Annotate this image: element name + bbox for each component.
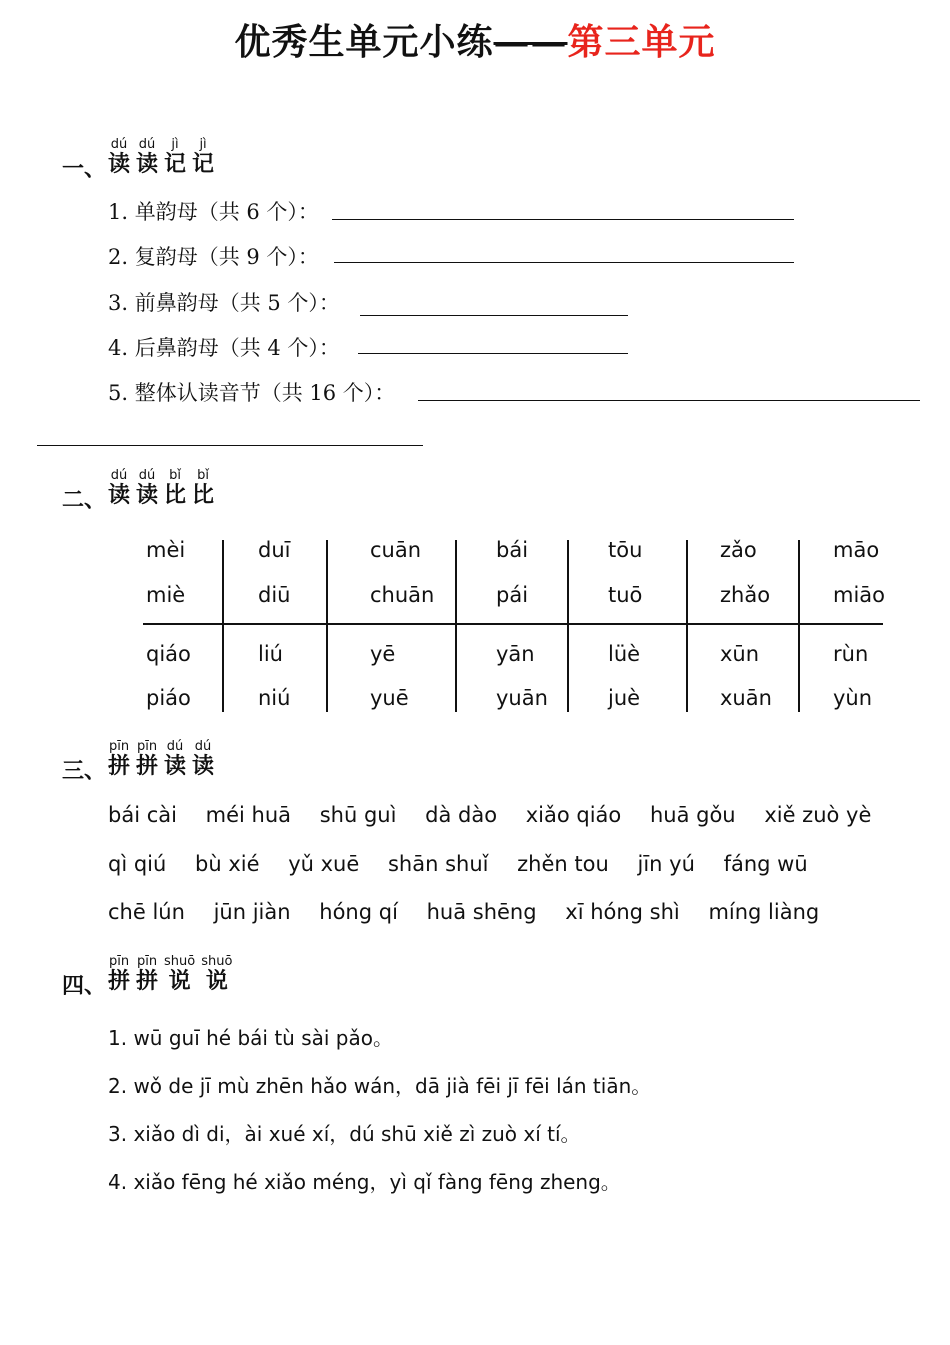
title-unit: 第三单元	[567, 22, 716, 63]
grid-cell: piáo	[146, 686, 191, 710]
pinyin-word: huā gǒu	[649, 803, 736, 827]
grid-cell: cuān	[370, 538, 422, 562]
sentence-4: 4. xiǎo fēng hé xiǎo méng，yì qǐ fàng fēng zheng。	[108, 1170, 621, 1194]
hanzi: 读	[164, 754, 187, 779]
pinyin: dú	[110, 468, 128, 483]
pinyin-word: xiǎo qiáo	[525, 803, 622, 827]
question-1: 1. 单韵母（共 6 个）：	[108, 200, 319, 224]
pinyin-word: xiě zuò yè	[764, 803, 872, 827]
grid-cell: yùn	[833, 686, 873, 710]
hanzi: 说	[168, 969, 191, 994]
hanzi: 比	[164, 483, 187, 508]
pinyin: jì	[199, 137, 207, 152]
hanzi: 拼	[136, 754, 159, 779]
grid-cell: xuān	[720, 686, 772, 710]
hanzi: 比	[192, 483, 215, 508]
sentence-2: 2. wǒ de jī mù zhēn hǎo wán，dā jià fēi jī fēi lán tiān。	[108, 1074, 652, 1098]
grid-cell: miāo	[833, 583, 886, 607]
grid-cell: miè	[146, 583, 186, 607]
pinyin-row-1	[108, 803, 893, 827]
pinyin: pīn	[108, 739, 130, 754]
grid-cell: pái	[496, 583, 529, 607]
pinyin-word: yǔ xuē	[288, 852, 360, 876]
grid-cell: bái	[496, 538, 529, 562]
pinyin-row-3	[108, 900, 841, 924]
pinyin-word: jūn jiàn	[213, 900, 291, 924]
grid-cell: qiáo	[146, 642, 191, 666]
grid-col-line	[326, 540, 328, 712]
hanzi: 记	[164, 152, 187, 177]
pinyin-word: jīn yú	[637, 852, 695, 876]
pinyin: shuō	[164, 954, 196, 969]
grid-col-line	[686, 540, 688, 712]
grid-cell: tōu	[608, 538, 643, 562]
answer-line-1[interactable]	[332, 219, 794, 220]
grid-col-line	[455, 540, 457, 712]
pinyin: dú	[138, 137, 156, 152]
pinyin: jì	[171, 137, 179, 152]
pinyin: dú	[138, 468, 156, 483]
grid-cell: diū	[258, 583, 291, 607]
answer-line-5a[interactable]	[418, 400, 920, 401]
answer-line-2[interactable]	[334, 262, 794, 263]
pinyin: pīn	[108, 954, 130, 969]
grid-col-line	[567, 540, 569, 712]
section-number: 四、	[62, 974, 107, 999]
pinyin-word: dà dào	[425, 803, 498, 827]
pinyin: bǐ	[197, 468, 209, 483]
grid-col-line	[222, 540, 224, 712]
grid-cell: duī	[258, 538, 291, 562]
grid-cell: juè	[608, 686, 641, 710]
hanzi: 记	[192, 152, 215, 177]
answer-line-4[interactable]	[358, 353, 628, 354]
grid-cell: lüè	[608, 642, 641, 666]
hanzi: 读	[108, 152, 131, 177]
grid-cell: xūn	[720, 642, 760, 666]
question-3: 3. 前鼻韵母（共 5 个）：	[108, 291, 340, 315]
pinyin-word: bù xié	[195, 852, 260, 876]
grid-cell: niú	[258, 686, 291, 710]
pinyin-word: bái cài	[108, 803, 177, 827]
sentence-3: 3. xiǎo dì di，ài xué xí，dú shū xiě zì zuò xí tí。	[108, 1122, 581, 1146]
grid-cell: tuō	[608, 583, 643, 607]
sentence-1: 1. wū guī hé bái tù sài pǎo。	[108, 1026, 393, 1050]
pinyin-word: xī hóng shì	[565, 900, 680, 924]
hanzi: 读	[136, 152, 159, 177]
pinyin: dú	[110, 137, 128, 152]
grid-col-line	[798, 540, 800, 712]
hanzi: 拼	[108, 969, 131, 994]
hanzi: 读	[192, 754, 215, 779]
pinyin-word: méi huā	[205, 803, 292, 827]
hanzi: 拼	[108, 754, 131, 779]
question-2: 2. 复韵母（共 9 个）：	[108, 245, 319, 269]
pinyin: bǐ	[169, 468, 181, 483]
grid-cell: yān	[496, 642, 535, 666]
pinyin-word: míng liàng	[708, 900, 820, 924]
question-4: 4. 后鼻韵母（共 4 个）：	[108, 336, 340, 360]
answer-line-5b[interactable]	[37, 445, 423, 446]
grid-cell: mèi	[146, 538, 186, 562]
grid-cell: zǎo	[720, 538, 757, 562]
pinyin-word: chē lún	[108, 900, 185, 924]
grid-cell: rùn	[833, 642, 869, 666]
pinyin: pīn	[136, 954, 158, 969]
hanzi: 说	[205, 969, 228, 994]
grid-divider	[143, 623, 883, 625]
pinyin-word: fáng wū	[723, 852, 808, 876]
pinyin: dú	[194, 739, 212, 754]
grid-cell: yē	[370, 642, 396, 666]
title-main: 优秀生单元小练	[234, 22, 494, 63]
pinyin: pīn	[136, 739, 158, 754]
grid-cell: māo	[833, 538, 880, 562]
pinyin: shuō	[201, 954, 233, 969]
hanzi: 读	[108, 483, 131, 508]
section-number: 三、	[62, 759, 107, 784]
hanzi: 拼	[136, 969, 159, 994]
pinyin: dú	[166, 739, 184, 754]
grid-cell: chuān	[370, 583, 435, 607]
pinyin-word: zhěn tou	[517, 852, 609, 876]
pinyin-word: shān shuǐ	[387, 852, 489, 876]
pinyin-word: shū guì	[319, 803, 397, 827]
answer-line-3[interactable]	[360, 315, 628, 316]
grid-cell: yuān	[496, 686, 548, 710]
grid-cell: liú	[258, 642, 283, 666]
pinyin-word: qì qiú	[108, 852, 167, 876]
hanzi: 读	[136, 483, 159, 508]
question-5: 5. 整体认读音节（共 16 个）：	[108, 381, 396, 405]
section-number: 一、	[62, 157, 107, 182]
grid-cell: zhǎo	[720, 583, 771, 607]
grid-cell: yuē	[370, 686, 409, 710]
pinyin-word: huā shēng	[426, 900, 537, 924]
pinyin-row-2	[108, 852, 830, 876]
title-dash: ——	[493, 22, 568, 63]
page-title	[0, 14, 950, 65]
pinyin-word: hóng qí	[319, 900, 398, 924]
section-number: 二、	[62, 488, 107, 513]
